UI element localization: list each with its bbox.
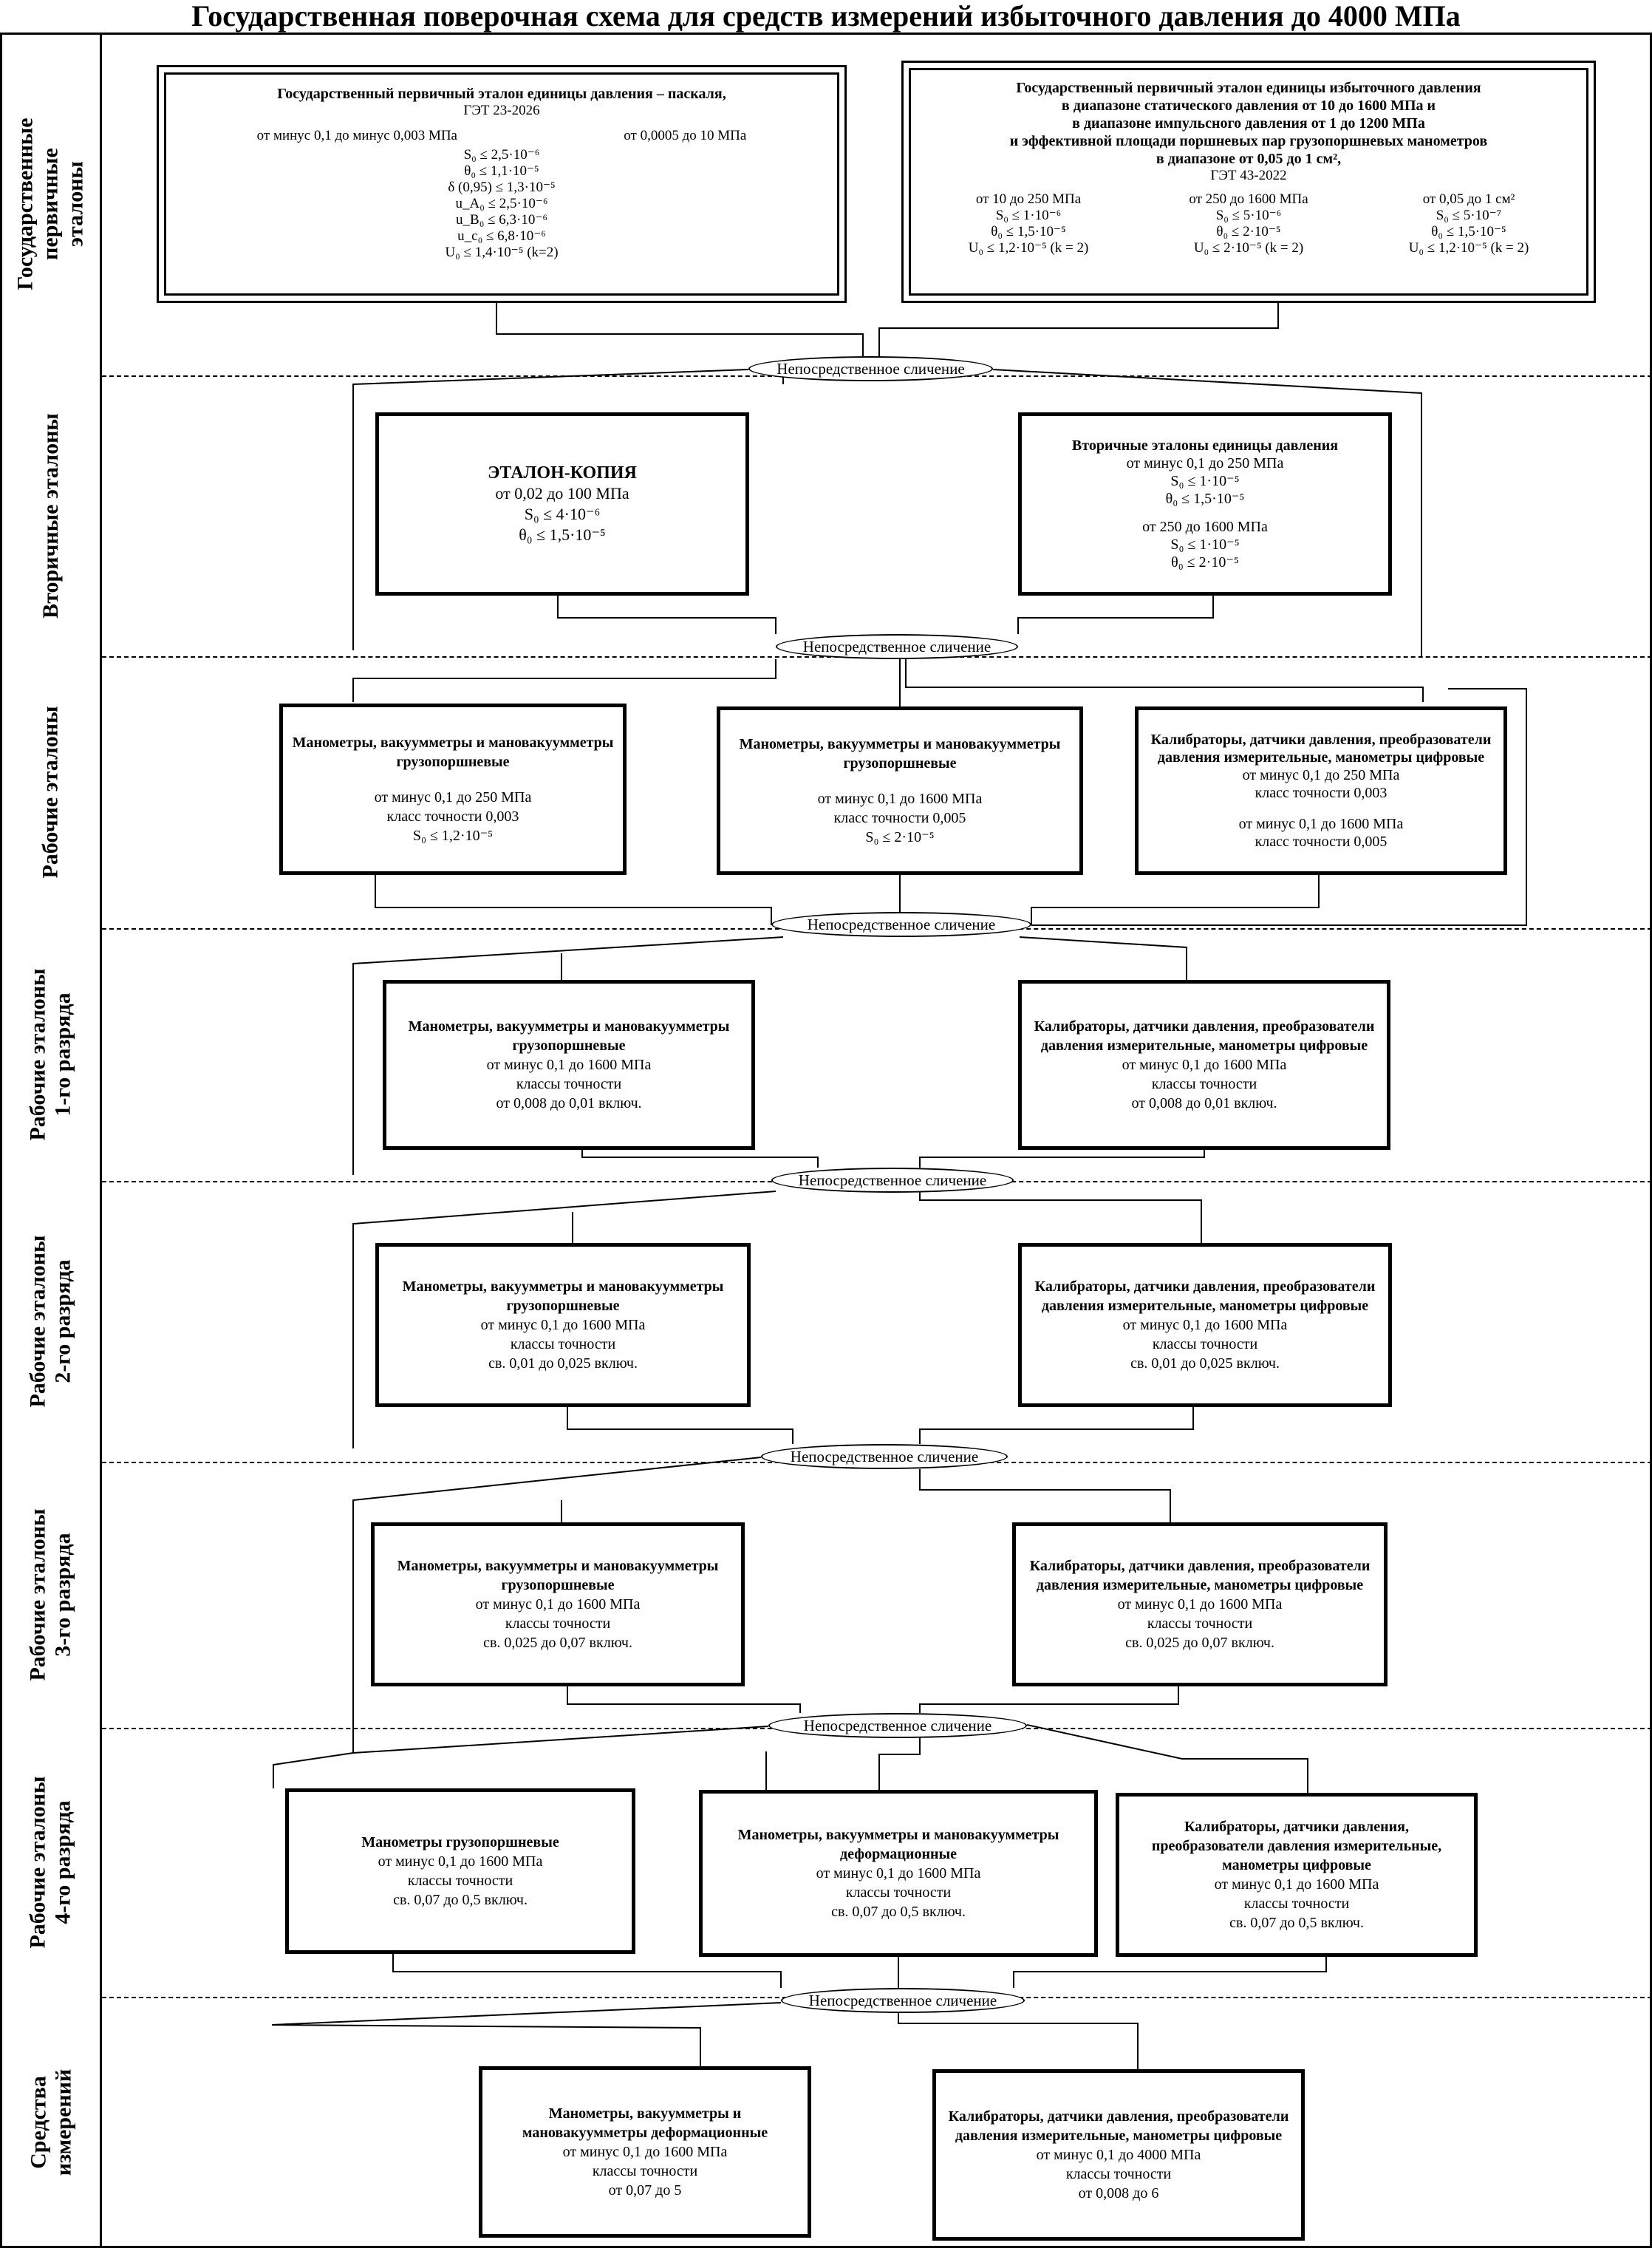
- range-text: от минус 0,1 до 1600 МПа: [1214, 1876, 1379, 1893]
- class-text: классы точности: [1147, 1615, 1253, 1632]
- range-text: от минус 0,1 до 250 МПа: [1242, 767, 1400, 783]
- class-value: св. 0,07 до 0,5 включ.: [831, 1904, 966, 1920]
- box-title: Манометры грузопоршневые: [361, 1834, 559, 1850]
- class-text: классы точности: [1243, 1896, 1350, 1912]
- level-label-line: Рабочие эталоны: [26, 1776, 51, 1949]
- copy-standard-box: [375, 412, 749, 596]
- class-value: св. 0,01 до 0,025 включ.: [488, 1355, 638, 1372]
- level-label-line: 4-го разряда: [51, 1800, 76, 1924]
- range-text: от 0,05 до 1 см²: [1422, 191, 1515, 207]
- spec-line: S₀ ≤ 1,2·10⁻⁵: [412, 828, 494, 844]
- level-label-line: Рабочие эталоны: [26, 968, 51, 1141]
- class-text: класс точности 0,005: [833, 810, 966, 826]
- box-title: Манометры, вакуумметры и мановакуумметры деформационные: [522, 2105, 768, 2141]
- range-text: от 250 до 1600 МПа: [1142, 519, 1268, 535]
- box-title: Манометры, вакуумметры и мановакуумметры грузопоршневые: [402, 1278, 724, 1314]
- level-label-line: Рабочие эталоны: [26, 1235, 51, 1408]
- comparison-ellipse: Непосредственное сличение: [776, 634, 1018, 659]
- range-column: [1139, 191, 1359, 256]
- rank2-calibrators-box: [1018, 1243, 1392, 1407]
- spec-line: u_A₀ ≤ 2,5·10⁻⁶: [455, 196, 548, 211]
- level-label-line: Рабочие эталоны: [38, 706, 64, 879]
- working-standard-calibrators: [1135, 706, 1507, 875]
- spec-line: θ₀ ≤ 1,5·10⁻⁵: [991, 224, 1066, 239]
- spec-line: S₀ ≤ 4·10⁻⁶: [524, 505, 601, 523]
- box-title: Манометры, вакуумметры и мановакуумметры грузопоршневые: [292, 735, 614, 770]
- level-label-line: 3-го разряда: [51, 1533, 76, 1657]
- class-value: св. 0,07 до 0,5 включ.: [1229, 1915, 1364, 1931]
- class-value: от 0,07 до 5: [608, 2182, 682, 2199]
- class-text: класс точности 0,003: [1255, 785, 1388, 801]
- primary-standard-title-line: и эффективной площади поршневых пар грузопоршневых манометров: [1009, 133, 1488, 149]
- level-label-line: Рабочие эталоны: [26, 1508, 51, 1681]
- range-text: от минус 0,1 до 1600 МПа: [1238, 816, 1404, 832]
- spec-line: U₀ ≤ 1,2·10⁻⁵ (k = 2): [1408, 240, 1529, 256]
- primary-standard-title: Государственный первичный эталон единицы давления – паскаля,: [277, 86, 726, 102]
- class-text: классы точности: [516, 1076, 622, 1092]
- box-title: Калибраторы, датчики давления, преобразователи давления измерительные, манометры цифровые: [1034, 1018, 1375, 1054]
- primary-standard-title-line: Государственный первичный эталон единицы избыточного давления: [1016, 80, 1481, 96]
- class-text: классы точности: [1152, 1336, 1258, 1352]
- class-text: классы точности: [845, 1884, 952, 1901]
- class-value: св. 0,07 до 0,5 включ.: [393, 1892, 528, 1908]
- rank4-deformation-box: [699, 1790, 1098, 1957]
- spec-line: S₀ ≤ 5·10⁻⁷: [1436, 208, 1502, 223]
- level-label-line: измерений: [51, 2068, 75, 2176]
- spec-line: θ₀ ≤ 2·10⁻⁵: [1171, 554, 1239, 571]
- secondary-standards-box: [1018, 412, 1392, 596]
- range-column: [918, 191, 1139, 256]
- box-title: Манометры, вакуумметры и мановакуумметры деформационные: [737, 1827, 1059, 1862]
- level-label-line: 2-го разряда: [51, 1259, 76, 1383]
- rank2-deadweight-box: [375, 1243, 751, 1407]
- spec-line: U₀ ≤ 1,2·10⁻⁵ (k = 2): [968, 240, 1089, 256]
- standard-code: ГЭТ 23-2026: [463, 103, 540, 118]
- class-value: св. 0,025 до 0,07 включ.: [483, 1635, 632, 1651]
- primary-standard-title-line: в диапазоне от 0,05 до 1 см²,: [1156, 151, 1342, 167]
- spec-line: u_B₀ ≤ 6,3·10⁻⁶: [456, 212, 547, 228]
- working-standard-deadweight-1600: [717, 706, 1083, 875]
- range-text: от 0,02 до 100 МПа: [495, 484, 629, 503]
- box-title: Манометры, вакуумметры и мановакуумметры грузопоршневые: [739, 736, 1061, 772]
- spec-line: S₀ ≤ 1·10⁻⁵: [1170, 537, 1240, 553]
- range-text: от минус 0,1 до 1600 МПа: [475, 1596, 641, 1613]
- range-text: от минус 0,1 до 1600 МПа: [486, 1057, 652, 1073]
- box-title: Калибраторы, датчики давления, преобразователи давления измерительные, манометры цифровые: [1151, 1819, 1442, 1873]
- comparison-ellipse: Непосредственное сличение: [748, 356, 993, 381]
- rank3-calibrators-box: [1012, 1522, 1388, 1686]
- rank4-calibrators-box: [1116, 1793, 1478, 1957]
- box-title: Калибраторы, датчики давления, преобразователи давления измерительные, манометры цифровые: [948, 2108, 1289, 2144]
- page-title: Государственная поверочная схема для средств измерений избыточного давления до 4000 МПа: [191, 0, 1461, 33]
- comparison-ellipse: Непосредственное сличение: [768, 1713, 1027, 1738]
- class-text: классы точности: [510, 1336, 616, 1352]
- level-label-line: Вторичные эталоны: [38, 413, 64, 619]
- spec-line: S₀ ≤ 2,5·10⁻⁶: [463, 147, 540, 163]
- spec-line: θ₀ ≤ 1,5·10⁻⁵: [1431, 224, 1506, 239]
- primary-standard-get43: [901, 61, 1596, 303]
- level-label-line: первичные: [38, 148, 63, 260]
- box-title: Манометры, вакуумметры и мановакуумметры грузопоршневые: [408, 1018, 730, 1054]
- box-title: Манометры, вакуумметры и мановакуумметры грузопоршневые: [397, 1558, 719, 1593]
- spec-line: S₀ ≤ 2·10⁻⁵: [865, 829, 935, 845]
- range-text: от минус 0,1 до минус 0,003 МПа: [256, 128, 457, 143]
- class-text: классы точности: [1151, 1076, 1257, 1092]
- range-text: от минус 0,1 до 1600 МПа: [562, 2144, 728, 2160]
- rank1-deadweight-box: [383, 980, 755, 1150]
- spec-line: u_c₀ ≤ 6,8·10⁻⁶: [457, 228, 546, 244]
- range-text: от минус 0,1 до 1600 МПа: [480, 1317, 646, 1333]
- level-label-line: Средства: [26, 2076, 50, 2169]
- comparison-ellipse: Непосредственное сличение: [771, 1168, 1014, 1193]
- range-text: от минус 0,1 до 1600 МПа: [1122, 1057, 1287, 1073]
- range-text: от минус 0,1 до 1600 МПа: [1122, 1317, 1288, 1333]
- comparison-ellipse: Непосредственное сличение: [781, 1988, 1025, 2013]
- range-text: от минус 0,1 до 1600 МПа: [817, 791, 983, 807]
- working-standard-deadweight-250: [279, 704, 627, 875]
- class-value: от 0,008 до 6: [1078, 2185, 1159, 2201]
- range-text: от 10 до 250 МПа: [975, 191, 1082, 207]
- primary-standard-get43-content: [918, 79, 1579, 256]
- class-text: классы точности: [407, 1873, 513, 1889]
- instruments-deformation-box: [479, 2066, 811, 2238]
- class-text: класс точности 0,005: [1255, 834, 1388, 850]
- class-text: класс точности 0,003: [386, 808, 519, 825]
- spec-line: U₀ ≤ 1,4·10⁻⁵ (k=2): [445, 245, 559, 260]
- level-label-line: 1-го разряда: [51, 992, 76, 1117]
- rank1-calibrators-box: [1018, 980, 1390, 1150]
- box-title: Калибраторы, датчики давления, преобразователи давления измерительные, манометры цифровые: [1150, 732, 1492, 766]
- spec-line: S₀ ≤ 5·10⁻⁶: [1215, 208, 1282, 223]
- level-label-line: эталоны: [64, 161, 88, 247]
- primary-standard-get23-content: [174, 85, 830, 261]
- range-text: от 250 до 1600 МПа: [1189, 191, 1308, 207]
- rank3-deadweight-box: [371, 1522, 745, 1686]
- spec-line: U₀ ≤ 2·10⁻⁵ (k = 2): [1193, 240, 1304, 256]
- spec-line: θ₀ ≤ 1,5·10⁻⁵: [519, 525, 606, 544]
- range-text: от минус 0,1 до 1600 МПа: [378, 1853, 543, 1870]
- primary-standard-get23: [157, 65, 847, 303]
- spec-line: S₀ ≤ 1·10⁻⁵: [1170, 473, 1240, 489]
- spec-line: θ₀ ≤ 1,1·10⁻⁵: [464, 163, 539, 179]
- range-text: от минус 0,1 до 250 МПа: [1126, 455, 1284, 471]
- class-value: от 0,008 до 0,01 включ.: [496, 1095, 642, 1111]
- standard-code: ГЭТ 43-2022: [1210, 168, 1287, 183]
- range-text: от минус 0,1 до 1600 МПа: [1117, 1596, 1283, 1613]
- class-value: св. 0,01 до 0,025 включ.: [1130, 1355, 1280, 1372]
- primary-standard-title-line: в диапазоне импульсного давления от 1 до 1200 МПа: [1072, 115, 1425, 132]
- primary-standard-title-line: в диапазоне статического давления от 10 до 1600 МПа и: [1061, 98, 1436, 114]
- class-text: классы точности: [505, 1615, 611, 1632]
- box-title: Вторичные эталоны единицы давления: [1071, 437, 1339, 454]
- range-text: от 0,0005 до 10 МПа: [624, 128, 747, 143]
- spec-line: θ₀ ≤ 1,5·10⁻⁵: [1165, 491, 1245, 507]
- class-text: классы точности: [1065, 2166, 1172, 2182]
- class-text: классы точности: [592, 2163, 698, 2179]
- range-column: [1359, 191, 1579, 256]
- box-title: ЭТАЛОН-КОПИЯ: [488, 463, 637, 483]
- class-value: св. 0,025 до 0,07 включ.: [1125, 1635, 1274, 1651]
- box-title: Калибраторы, датчики давления, преобразователи давления измерительные, манометры цифровые: [1034, 1278, 1376, 1314]
- class-value: от 0,008 до 0,01 включ.: [1131, 1095, 1277, 1111]
- comparison-ellipse: Непосредственное сличение: [761, 1444, 1008, 1469]
- range-text: от минус 0,1 до 4000 МПа: [1036, 2147, 1201, 2163]
- spec-line: S₀ ≤ 1·10⁻⁶: [995, 208, 1062, 223]
- comparison-ellipse: Непосредственное сличение: [771, 912, 1031, 937]
- instruments-calibrators-box: [932, 2069, 1305, 2241]
- spec-line: δ (0,95) ≤ 1,3·10⁻⁵: [448, 180, 556, 195]
- level-label-line: Государственные: [13, 118, 38, 290]
- range-text: от минус 0,1 до 1600 МПа: [816, 1865, 981, 1881]
- spec-line: θ₀ ≤ 2·10⁻⁵: [1216, 224, 1281, 239]
- box-title: Калибраторы, датчики давления, преобразователи давления измерительные, манометры цифровые: [1029, 1558, 1371, 1593]
- range-text: от минус 0,1 до 250 МПа: [374, 789, 532, 806]
- rank4-deadweight-box: [285, 1788, 635, 1954]
